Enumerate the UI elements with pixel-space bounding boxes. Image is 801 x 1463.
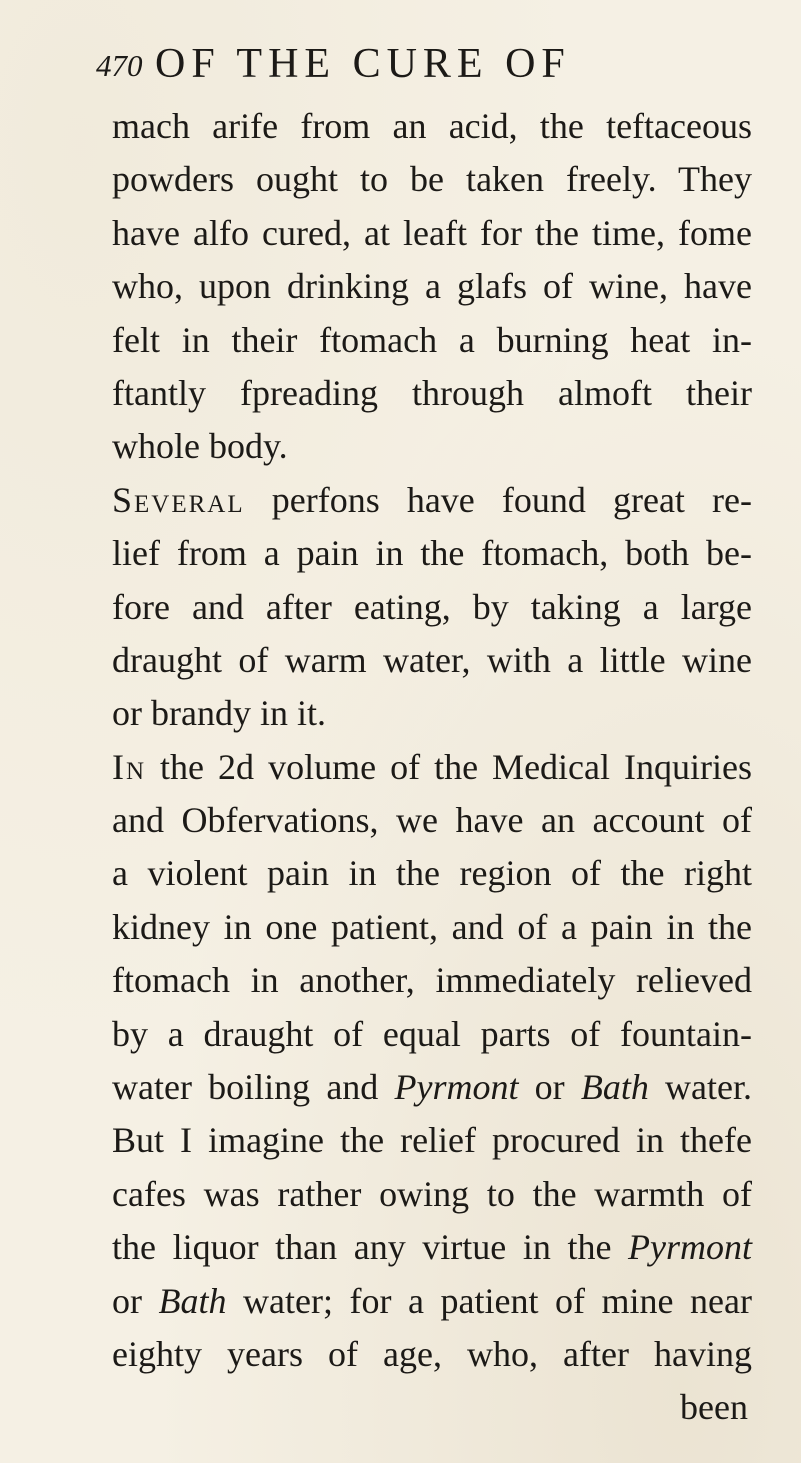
italic-place-name: Pyrmont: [394, 1067, 519, 1108]
text-line: fore and after eating, by taking a large: [112, 586, 752, 627]
text-line: mach arife from an acid, the teftaceous: [112, 106, 752, 146]
italic-place-name: Bath: [580, 1067, 649, 1108]
italic-place-name: Pyrmont: [628, 1227, 752, 1268]
paragraph-lead-smallcaps: Several: [112, 479, 245, 520]
text-line: or brandy in it.: [112, 693, 326, 734]
catchword: been: [680, 1387, 748, 1428]
text-line: eighty years of age, who, after having: [112, 1333, 752, 1374]
text-line: and Obfervations, we have an account of: [112, 800, 752, 841]
text-line: draught of warm water, with a little wine: [112, 639, 752, 680]
text-line: [112, 1275, 752, 1328]
text-line: [112, 1221, 752, 1274]
body-text: [112, 100, 752, 1435]
text-line: felt in their ftomach a burning heat in-: [112, 319, 752, 360]
paragraph-first-line: [112, 741, 752, 794]
italic-place-name: Bath: [158, 1280, 227, 1321]
text-fragment: water boiling and: [112, 1067, 395, 1108]
page-header: [96, 40, 761, 87]
text-fragment: or: [518, 1067, 581, 1108]
text-line: ftantly fpreading through almoft their: [112, 372, 752, 413]
text-line: But I imagine the relief procured in thefe: [112, 1120, 752, 1161]
text-line: lief from a pain in the ftomach, both be-: [112, 533, 752, 574]
text-line: [112, 1061, 752, 1114]
text-line: who, upon drinking a glafs of wine, have: [112, 266, 752, 307]
text-line: a violent pain in the region of the right: [112, 853, 752, 894]
running-head: OF THE CURE OF: [155, 41, 571, 87]
paragraph-first-line: [112, 474, 752, 527]
text-fragment: the liquor than any virtue in the: [112, 1227, 629, 1268]
text-fragment: or: [112, 1280, 159, 1321]
text-line: whole body.: [112, 426, 288, 467]
paragraph-lead-smallcaps: In: [112, 746, 147, 787]
text-line: powders ought to be taken freely. They: [112, 159, 752, 200]
text-line: by a draught of equal parts of fountain-: [112, 1013, 752, 1054]
text-line: cafes was rather owing to the warmth of: [112, 1173, 752, 1214]
text-fragment: perfons have found great re-: [244, 479, 752, 520]
text-fragment: the 2d volume of the Medical Inquiries: [146, 746, 752, 787]
text-line: kidney in one patient, and of a pain in the: [112, 906, 752, 947]
text-line: have alfo cured, at leaft for the time, fome: [112, 212, 752, 253]
page-number: 470: [96, 48, 143, 83]
text-line: ftomach in another, immediately relieved: [112, 960, 752, 1001]
text-fragment: water.: [648, 1067, 752, 1108]
text-fragment: water; for a patient of mine near: [226, 1280, 752, 1321]
